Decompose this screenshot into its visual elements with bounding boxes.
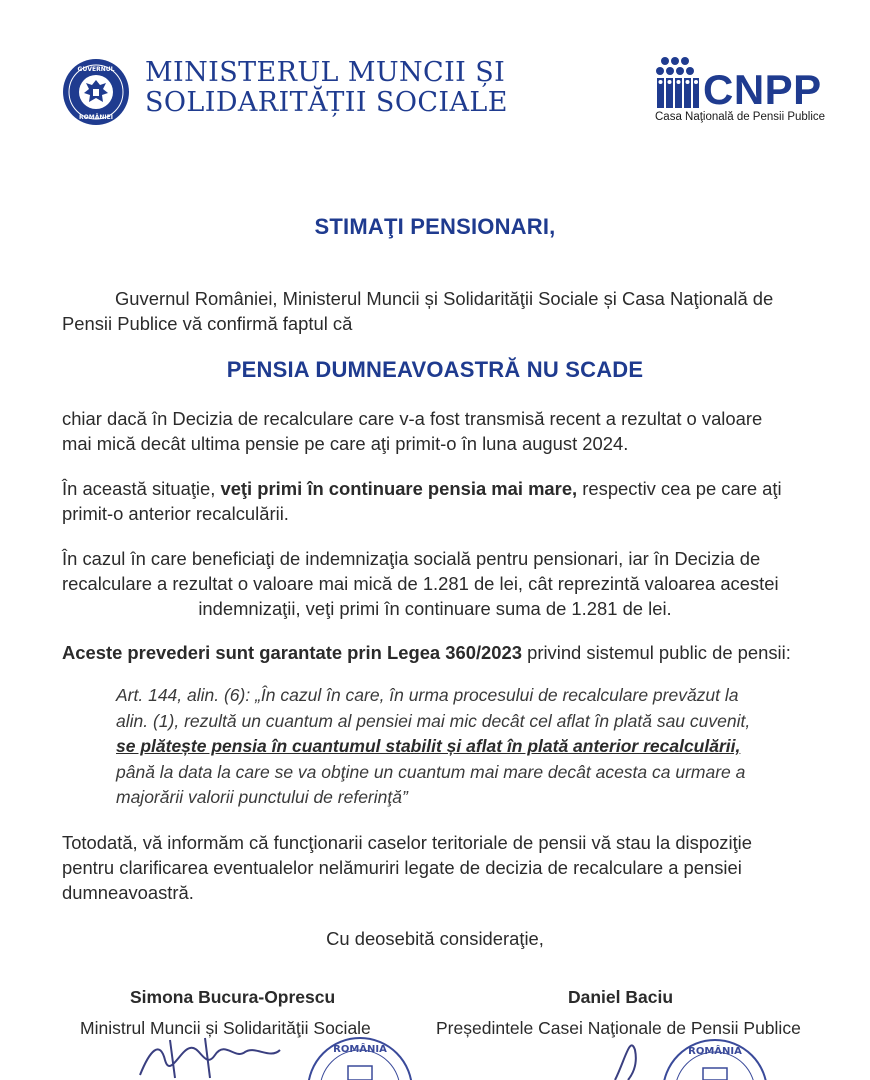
quote-line2: alin. (1), rezultă un cuantum al pensiei mai mic decât cel aflat în plată sau cuvenit, <box>116 710 751 731</box>
para6-line2: pentru clarificarea eventualelor nelămuriri legate de decizia de recalculare a pensiei <box>62 857 742 878</box>
para3-bold-text: veţi primi în continuare pensia mai mare, <box>220 478 578 499</box>
cnpp-logo <box>655 55 826 127</box>
paragraph-law-reference <box>62 640 808 665</box>
svg-text:GUVERNUL: GUVERNUL <box>77 66 115 73</box>
para4-line3: indemnizaţii, veţi primi în continuare suma de 1.281 de lei. <box>198 598 672 619</box>
left-signatory-name: Simona Bucura-Oprescu <box>130 987 336 1007</box>
para3-line1 <box>62 476 808 501</box>
quote-line1: Art. 144, alin. (6): „În cazul în care, în urma procesului de recalculare prevăzut la <box>116 685 739 705</box>
para3-text-a: În această situaţie, <box>62 478 221 499</box>
letterhead <box>0 0 870 150</box>
closing-salutation: Cu deosebită consideraţie, <box>326 928 544 949</box>
law-reference-bold: Aceste prevederi sunt garantate prin Legea 360/2023 <box>62 642 522 663</box>
law-reference-rest: privind sistemul public de pensii: <box>521 642 791 663</box>
headline: PENSIA DUMNEAVOASTRĂ NU SCADE <box>226 357 644 382</box>
left-signatory-role: Ministrul Muncii și Solidarităţii Sociale <box>80 1018 371 1038</box>
paragraph-information <box>62 830 808 905</box>
para3-line2: primit-o anterior recalculării. <box>62 503 289 524</box>
cnpp-full-name: Casa Naţională de Pensii Publice <box>655 111 826 123</box>
greeting-title: STIMAŢI PENSIONARI, <box>314 214 556 239</box>
para6-line3: dumneavoastră. <box>62 882 194 903</box>
cnpp-acronym: CNPP <box>703 66 822 113</box>
cnpp-people-icon <box>655 55 701 111</box>
paragraph-social-allowance <box>62 546 808 621</box>
right-signatory-role: Președintele Casei Naţionale de Pensii Publice <box>436 1018 801 1038</box>
intro-line2: Pensii Publice vă confirmă faptul că <box>62 313 353 334</box>
para6-line1: Totodată, vă informăm că funcţionarii caselor teritoriale de pensii vă stau la dispoziţie <box>62 832 752 853</box>
paragraph-situation <box>62 476 808 526</box>
ministry-name <box>145 58 508 118</box>
right-stamp-text: ROMÂNIA <box>688 1046 742 1057</box>
para4-line2: recalculare a rezultat o valoare mai mică de 1.281 de lei, cât reprezintă valoarea acestei <box>62 573 779 594</box>
government-seal-logo <box>62 58 130 126</box>
left-stamp-text: ROMÂNIA <box>333 1044 387 1055</box>
paragraph-recalculation <box>62 406 808 456</box>
intro-line1: Guvernul României, Ministerul Muncii și Solidarităţii Sociale și Casa Naţională de <box>115 288 774 309</box>
right-signatory-name: Daniel Baciu <box>568 987 674 1007</box>
law-quote <box>116 683 806 811</box>
para3-text-b: respectiv cea pe care aţi <box>577 478 782 499</box>
ministry-name-line2: SOLIDARITĂȚII SOCIALE <box>145 87 508 118</box>
quote-line4: până la data la care se va obţine un cuantum mai mare decât acesta ca urmare a <box>116 761 746 782</box>
para2-line2: mai mică decât ultima pensie pe care aţi primit-o în luna august 2024. <box>62 433 629 454</box>
para2-line1: chiar dacă în Decizia de recalculare care v-a fost transmisă recent a rezultat o valoare <box>62 408 763 429</box>
ministry-name-line1: MINISTERUL MUNCII ȘI <box>145 57 506 88</box>
para4-line1: În cazul în care beneficiaţi de indemnizaţia socială pentru pensionari, iar în Decizia de <box>62 548 761 569</box>
intro-paragraph <box>62 286 808 336</box>
quote-emphasis: se plătește pensia în cuantumul stabilit și aflat în plată anterior recalculării, <box>116 736 741 756</box>
quote-line5: majorării valorii punctului de referinţă” <box>116 787 408 807</box>
svg-text:ROMÂNIEI: ROMÂNIEI <box>79 114 113 121</box>
